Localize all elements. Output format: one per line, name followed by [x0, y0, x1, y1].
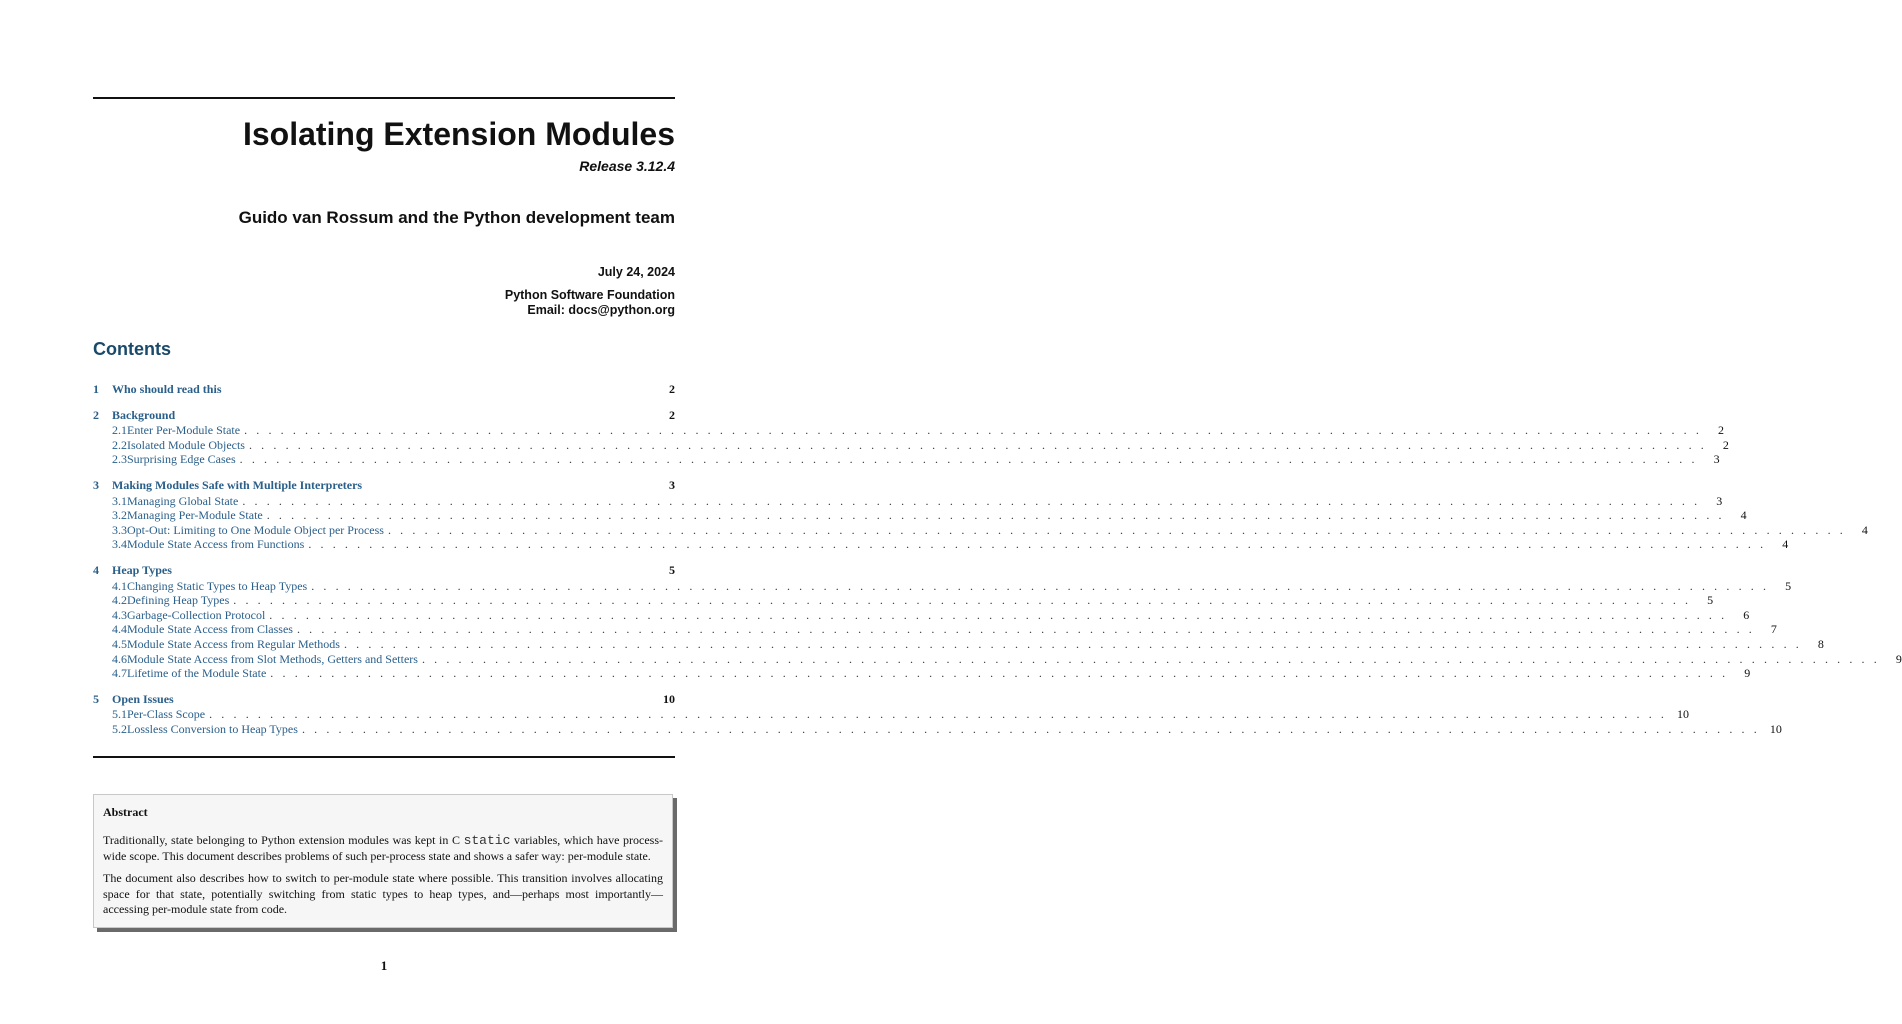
toc-page-number: 5 [1707, 593, 1714, 608]
document-title: Isolating Extension Modules [242, 116, 675, 152]
inline-code: static [463, 833, 511, 848]
toc-number: 4.6 [112, 651, 127, 666]
toc-number: 4.4 [112, 622, 127, 637]
toc-entry-subsection[interactable] [93, 522, 1868, 538]
toc-link[interactable]: Changing Static Types to Heap Types [127, 578, 308, 593]
toc-link[interactable]: Module State Access from Functions [127, 537, 305, 552]
toc-dot-leader: . . . . . . . . . . . . . . . . . . . . . . . . . . . . . . . . . . . . . . . . . . . . . . . . . . . . . . . . . . . . . . . . . . . . . . . . . . . . . . . . . . . . . . . . . . . . . . . . . . . . . . . . . . . . . . . . . . . . . . . . [269, 607, 1728, 622]
toc-link[interactable]: Defining Heap Types [127, 593, 230, 608]
toc-link[interactable]: Garbage-Collection Protocol [127, 607, 266, 622]
toc-section [93, 691, 1782, 737]
toc-page-number: 4 [1782, 537, 1789, 552]
abstract-paragraph-1 [103, 833, 663, 864]
abstract-heading: Abstract [103, 805, 148, 819]
toc-link[interactable]: Background [112, 407, 176, 422]
toc-entry-subsection[interactable] [93, 666, 1751, 681]
toc-section [93, 477, 1868, 552]
top-rule [93, 97, 675, 99]
toc-dot-leader: . . . . . . . . . . . . . . . . . . . . . . . . . . . . . . . . . . . . . . . . . . . . . . . . . . . . . . . . . . . . . . . . . . . . . . . . . . . . . . . . . . . . . . . . . . . . . . . . . . . . . . . . . . . . . . . . . . . . . . . . [270, 666, 1729, 681]
toc-number: 3.2 [112, 508, 127, 523]
toc-dot-leader: . . . . . . . . . . . . . . . . . . . . . . . . . . . . . . . . . . . . . . . . . . . . . . . . . . . . . . . . . . . . . . . . . . . . . . . . . . . . . . . . . . . . . . . . . . . . . . . . . . . . . . . . . . . . . . . . . . . . . . . . [311, 578, 1770, 593]
abstract-box [93, 794, 673, 928]
abstract-text: Traditionally, state belonging to Python extension modules was kept in C [103, 833, 464, 847]
toc-page-number: 3 [1713, 452, 1720, 467]
toc-number: 3.1 [112, 493, 127, 508]
author-line: Guido van Rossum and the Python development team [238, 208, 675, 227]
toc-entry-subsection[interactable] [93, 508, 1747, 523]
toc-link[interactable]: Lossless Conversion to Heap Types [127, 721, 298, 736]
toc-number: 4.3 [112, 607, 127, 622]
toc-entry-subsection[interactable] [93, 721, 1782, 737]
toc-entry-subsection[interactable] [93, 452, 1720, 467]
toc-entry-subsection[interactable] [93, 707, 1689, 722]
contents-heading: Contents [93, 339, 171, 359]
organization-name: Python Software Foundation [504, 288, 675, 302]
toc-number: 4.1 [112, 578, 127, 593]
toc-entry-section[interactable] [93, 408, 675, 423]
toc-entry-subsection[interactable] [93, 607, 1750, 623]
toc-dot-leader: . . . . . . . . . . . . . . . . . . . . . . . . . . . . . . . . . . . . . . . . . . . . . . . . . . . . . . . . . . . . . . . . . . . . . . . . . . . . . . . . . . . . . . . . . . . . . . . . . . . . . . . . . . . . . . . . . . . . . . . . [266, 508, 1725, 523]
toc-page-number: 2 [1722, 437, 1729, 452]
toc-entry-subsection[interactable] [93, 593, 1714, 608]
toc-number: 1 [93, 382, 99, 396]
toc-entry-section[interactable] [93, 692, 675, 707]
toc-page-number: 10 [663, 691, 675, 706]
toc-number: 3.4 [112, 537, 127, 552]
toc-section [93, 382, 675, 397]
toc-number: 2.1 [112, 423, 127, 438]
toc-page-number: 2 [1717, 423, 1724, 438]
toc-page-number: 9 [1895, 651, 1902, 666]
toc-link[interactable]: Module State Access from Classes [127, 622, 293, 637]
toc-number: 3.3 [112, 522, 127, 537]
toc-link[interactable]: Heap Types [112, 562, 172, 577]
toc-link[interactable]: Managing Per-Module State [127, 508, 263, 523]
toc-section [93, 407, 1729, 467]
toc-entry-subsection[interactable] [93, 537, 1789, 552]
toc-number: 5.2 [112, 721, 127, 736]
toc-number: 2.2 [112, 437, 127, 452]
toc-entry-section[interactable] [93, 382, 675, 397]
toc-link[interactable]: Enter Per-Module State [127, 423, 241, 438]
toc-link[interactable]: Module State Access from Slot Methods, Getters and Setters [127, 651, 418, 666]
toc-link[interactable]: Opt-Out: Limiting to One Module Object per Process [127, 522, 384, 537]
toc-dot-leader: . . . . . . . . . . . . . . . . . . . . . . . . . . . . . . . . . . . . . . . . . . . . . . . . . . . . . . . . . . . . . . . . . . . . . . . . . . . . . . . . . . . . . . . . . . . . . . . . . . . . . . . . . . . . . . . . . . . . . . . . [301, 721, 1760, 736]
abstract-paragraph-2: The document also describes how to switch to per-module state where possible. This transition involves allocating space for that state, potentially switching from static types to heap types, and—perhaps most importantly—accessing per-module state from code. [103, 871, 663, 916]
toc-section [93, 562, 1902, 681]
toc-page-number: 4 [1861, 522, 1868, 537]
toc-dot-leader: . . . . . . . . . . . . . . . . . . . . . . . . . . . . . . . . . . . . . . . . . . . . . . . . . . . . . . . . . . . . . . . . . . . . . . . . . . . . . . . . . . . . . . . . . . . . . . . . . . . . . . . . . . . . . . . . . . . . . . . . [233, 593, 1692, 608]
toc-dot-leader: . . . . . . . . . . . . . . . . . . . . . . . . . . . . . . . . . . . . . . . . . . . . . . . . . . . . . . . . . . . . . . . . . . . . . . . . . . . . . . . . . . . . . . . . . . . . . . . . . . . . . . . . . . . . . . . . . . . . . . . . [248, 437, 1707, 452]
toc-page-number: 9 [1744, 666, 1751, 681]
toc-number: 4 [93, 562, 99, 577]
toc-page-number: 8 [1817, 636, 1824, 651]
toc-entry-subsection[interactable] [93, 636, 1824, 652]
toc-dot-leader: . . . . . . . . . . . . . . . . . . . . . . . . . . . . . . . . . . . . . . . . . . . . . . . . . . . . . . . . . . . . . . . . . . . . . . . . . . . . . . . . . . . . . . . . . . . . . . . . . . . . . . . . . . . . . . . . . . . . . . . . [209, 707, 1667, 722]
table-of-contents [93, 382, 1902, 747]
toc-dot-leader: . . . . . . . . . . . . . . . . . . . . . . . . . . . . . . . . . . . . . . . . . . . . . . . . . . . . . . . . . . . . . . . . . . . . . . . . . . . . . . . . . . . . . . . . . . . . . . . . . . . . . . . . . . . . . . . . . . . . . . . . [296, 622, 1755, 637]
toc-entry-subsection[interactable] [93, 578, 1792, 594]
toc-number: 5 [93, 691, 99, 706]
abstract-text: variables, which have process-wide scope. This document describes problems of such per-process state and shows a safer way: per-module state. [103, 833, 664, 863]
contact-email: Email: docs@python.org [527, 303, 675, 317]
toc-link[interactable]: Surprising Edge Cases [127, 452, 236, 467]
toc-page-number: 4 [1740, 508, 1747, 523]
toc-number: 2 [93, 407, 99, 422]
toc-number: 3 [93, 477, 99, 492]
toc-dot-leader: . . . . . . . . . . . . . . . . . . . . . . . . . . . . . . . . . . . . . . . . . . . . . . . . . . . . . . . . . . . . . . . . . . . . . . . . . . . . . . . . . . . . . . . . . . . . . . . . . . . . . . . . . . . . . . . . . . . . . . . . [343, 636, 1802, 651]
toc-link[interactable]: Lifetime of the Module State [127, 666, 267, 681]
toc-page-number: 3 [1716, 493, 1723, 508]
toc-entry-section[interactable] [93, 563, 675, 578]
toc-link[interactable]: Managing Global State [127, 493, 239, 508]
toc-entry-subsection[interactable] [93, 493, 1723, 509]
toc-number: 5.1 [112, 707, 127, 722]
toc-number: 4.2 [112, 593, 127, 608]
toc-dot-leader: . . . . . . . . . . . . . . . . . . . . . . . . . . . . . . . . . . . . . . . . . . . . . . . . . . . . . . . . . . . . . . . . . . . . . . . . . . . . . . . . . . . . . . . . . . . . . . . . . . . . . . . . . . . . . . . . . . . . . . . . [387, 522, 1846, 537]
toc-page-number: 10 [1677, 707, 1689, 722]
toc-dot-leader: . . . . . . . . . . . . . . . . . . . . . . . . . . . . . . . . . . . . . . . . . . . . . . . . . . . . . . . . . . . . . . . . . . . . . . . . . . . . . . . . . . . . . . . . . . . . . . . . . . . . . . . . . . . . . . . . . . . . . . . . [244, 423, 1702, 438]
page-number: 1 [380, 958, 388, 973]
toc-number: 4.7 [112, 666, 127, 681]
toc-link[interactable]: Making Modules Safe with Multiple Interpreters [112, 477, 363, 492]
toc-page-number: 3 [669, 477, 675, 492]
toc-dot-leader: . . . . . . . . . . . . . . . . . . . . . . . . . . . . . . . . . . . . . . . . . . . . . . . . . . . . . . . . . . . . . . . . . . . . . . . . . . . . . . . . . . . . . . . . . . . . . . . . . . . . . . . . . . . . . . . . . . . . . . . . [239, 452, 1698, 467]
toc-page-number: 6 [1743, 607, 1750, 622]
toc-link[interactable]: Isolated Module Objects [127, 437, 245, 452]
toc-entry-subsection[interactable] [93, 437, 1729, 453]
toc-page-number: 5 [669, 562, 675, 577]
toc-dot-leader: . . . . . . . . . . . . . . . . . . . . . . . . . . . . . . . . . . . . . . . . . . . . . . . . . . . . . . . . . . . . . . . . . . . . . . . . . . . . . . . . . . . . . . . . . . . . . . . . . . . . . . . . . . . . . . . . . . . . . . . . [421, 651, 1880, 666]
toc-link[interactable]: Who should read this [112, 382, 222, 396]
toc-bottom-rule [93, 756, 675, 758]
toc-dot-leader: . . . . . . . . . . . . . . . . . . . . . . . . . . . . . . . . . . . . . . . . . . . . . . . . . . . . . . . . . . . . . . . . . . . . . . . . . . . . . . . . . . . . . . . . . . . . . . . . . . . . . . . . . . . . . . . . . . . . . . . . [242, 493, 1701, 508]
toc-entry-subsection[interactable] [93, 423, 1724, 438]
toc-number: 4.5 [112, 636, 127, 651]
publication-date: July 24, 2024 [597, 265, 675, 279]
organization-block [505, 288, 675, 318]
toc-page-number: 7 [1770, 622, 1777, 637]
release-version: Release 3.12.4 [579, 158, 675, 174]
toc-entry-subsection[interactable] [93, 651, 1902, 667]
toc-dot-leader: . . . . . . . . . . . . . . . . . . . . . . . . . . . . . . . . . . . . . . . . . . . . . . . . . . . . . . . . . . . . . . . . . . . . . . . . . . . . . . . . . . . . . . . . . . . . . . . . . . . . . . . . . . . . . . . . . . . . . . . . [308, 537, 1767, 552]
toc-entry-subsection[interactable] [93, 622, 1777, 637]
toc-entry-section[interactable] [93, 478, 675, 493]
toc-page-number: 2 [669, 407, 675, 422]
toc-page-number: 5 [1785, 578, 1792, 593]
toc-link[interactable]: Open Issues [112, 691, 174, 706]
toc-link[interactable]: Module State Access from Regular Methods [127, 636, 340, 651]
toc-link[interactable]: Per-Class Scope [127, 707, 206, 722]
toc-page-number: 2 [669, 382, 675, 396]
toc-page-number: 10 [1769, 721, 1782, 736]
toc-number: 2.3 [112, 452, 127, 467]
